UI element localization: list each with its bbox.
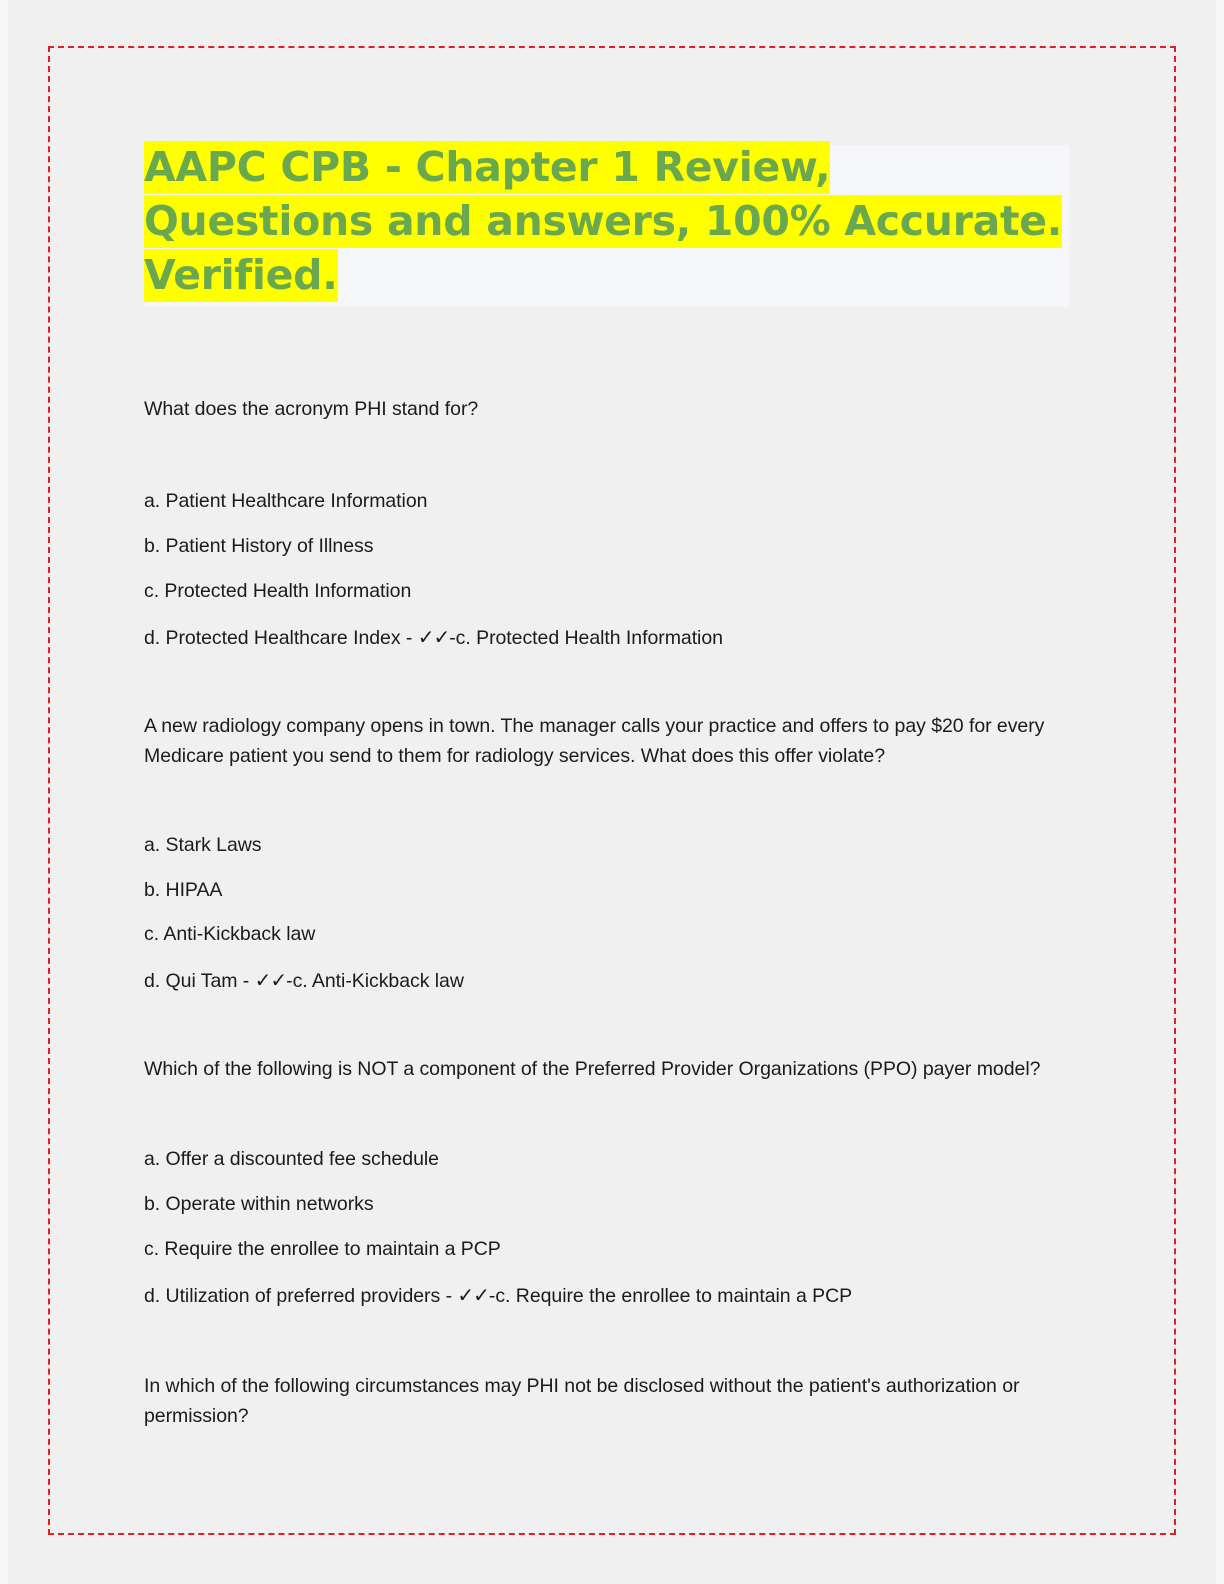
question-2-option-c: c. Anti-Kickback law — [144, 923, 316, 945]
question-3-option-d-with-answer — [144, 1280, 1070, 1311]
question-3-answer: -c. Require the enrollee to maintain a PCP — [488, 1285, 853, 1307]
page-left-edge — [0, 0, 8, 1584]
question-3-option-d-label: d. Utilization of preferred providers - — [144, 1285, 458, 1307]
check-mark-icon: ✓✓ — [254, 968, 287, 992]
question-3-option-a: a. Offer a discounted fee schedule — [144, 1148, 439, 1170]
question-2-answer: -c. Anti-Kickback law — [286, 970, 464, 992]
question-1-option-c: c. Protected Health Information — [144, 580, 412, 602]
page-title — [144, 140, 1074, 302]
question-2-option-d-label: d. Qui Tam - — [144, 970, 255, 992]
question-3-stem: Which of the following is NOT a component of the Preferred Provider Organizations (PPO) payer model? — [144, 1058, 1041, 1080]
check-mark-icon: ✓✓ — [417, 625, 450, 649]
question-1-option-a: a. Patient Healthcare Information — [144, 490, 428, 512]
question-3-option-c: c. Require the enrollee to maintain a PCP — [144, 1238, 501, 1260]
question-2-option-d-with-answer — [144, 965, 1070, 996]
question-2-option-b: b. HIPAA — [144, 879, 223, 901]
title-line-2: Questions and answers, 100% Accurate. — [144, 195, 1062, 248]
question-1-option-d-with-answer — [144, 622, 1070, 653]
question-2-option-a: a. Stark Laws — [144, 834, 262, 856]
check-mark-icon: ✓✓ — [457, 1283, 489, 1307]
question-1-option-d-label: d. Protected Healthcare Index - — [144, 627, 418, 649]
title-line-1: AAPC CPB - Chapter 1 Review, — [144, 141, 830, 194]
question-2-stem: A new radiology company opens in town. The manager calls your practice and offers to pay $20 for every Medicare patient you send to them for radiology services. What does this offer violate? — [144, 715, 1045, 767]
question-1-answer: -c. Protected Health Information — [449, 627, 723, 649]
page-right-edge — [1216, 0, 1224, 1584]
question-3-option-b: b. Operate within networks — [144, 1193, 374, 1215]
title-line-3: Verified. — [144, 249, 338, 302]
question-1-option-b: b. Patient History of Illness — [144, 535, 374, 557]
question-4-stem: In which of the following circumstances may PHI not be disclosed without the patient's authorization or permission? — [144, 1375, 1020, 1427]
question-1-stem: What does the acronym PHI stand for? — [144, 398, 479, 420]
